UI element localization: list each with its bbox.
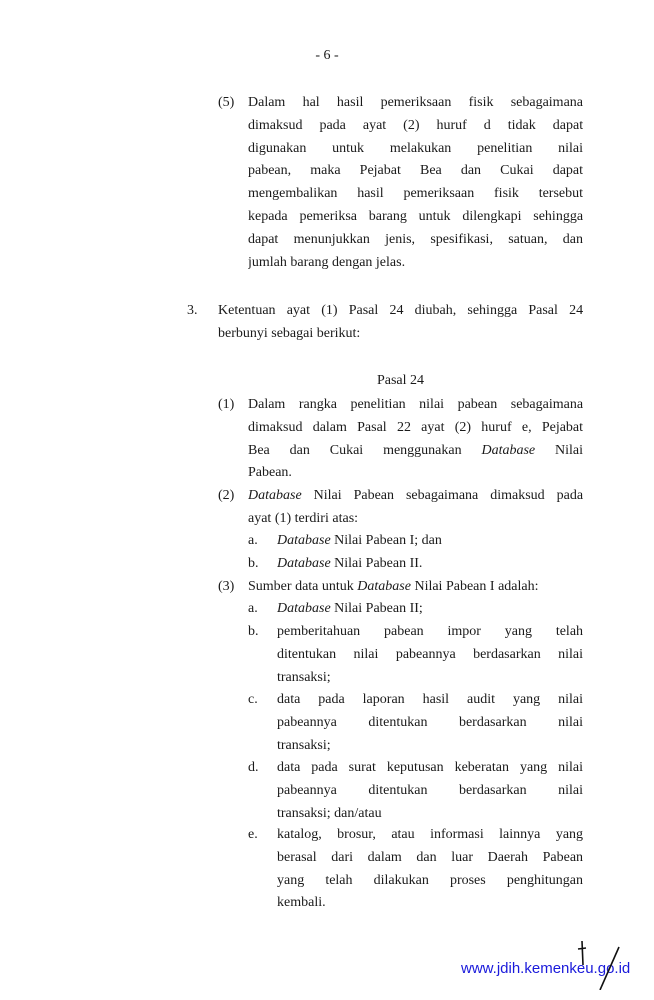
text-line: transaksi; (277, 669, 331, 685)
item-label: c. (248, 692, 258, 707)
text-line: transaksi; dan/atau (277, 805, 382, 821)
text-line: kembali. (277, 895, 326, 911)
item-label: (3) (218, 579, 235, 594)
page-number: - 6 - (315, 48, 339, 63)
text-line: Bea dan Cukai menggunakan Database Nilai (248, 442, 583, 458)
text-line: pemberitahuan pabean impor yang telah (277, 624, 583, 639)
text-line: berasal dari dalam dan luar Daerah Pabean (277, 849, 583, 865)
item-label: (2) (218, 488, 235, 503)
item-label: b. (248, 624, 259, 639)
text-line: ayat (1) terdiri atas: (248, 510, 359, 526)
text-line: jumlah barang dengan jelas. (248, 254, 406, 270)
text-line: yang telah dilakukan proses penghitungan (277, 872, 583, 888)
text-line: transaksi; (277, 737, 331, 753)
text-line: data pada laporan hasil audit yang nilai (277, 692, 583, 707)
text-line: kepada pemeriksa barang untuk dilengkapi sehingga (248, 209, 583, 224)
item-label: d. (248, 760, 259, 775)
text-line: Sumber data untuk Database Nilai Pabean I adalah: (248, 579, 539, 594)
text-line: ditentukan nilai pabeannya berdasarkan nilai (277, 646, 583, 662)
text-line: Database Nilai Pabean II; (277, 601, 423, 616)
item-label: b. (248, 556, 259, 571)
item-label: e. (248, 827, 258, 842)
item-label: 3. (187, 303, 198, 318)
text-line: mengembalikan hasil pemeriksaan fisik tersebut (248, 186, 583, 202)
text-line: dapat menunjukkan jenis, spesifikasi, satuan, dan (248, 231, 583, 247)
text-line: Database Nilai Pabean II. (277, 556, 423, 571)
text-line: pabeannya ditentukan berdasarkan nilai (277, 782, 583, 798)
item-label: (1) (218, 397, 235, 412)
text-line: katalog, brosur, atau informasi lainnya yang (277, 827, 583, 842)
text-line: Dalam rangka penelitian nilai pabean sebagaimana (248, 397, 583, 412)
text-line: Dalam hal hasil pemeriksaan fisik sebagaimana (248, 95, 583, 110)
text-line: dimaksud pada ayat (2) huruf d tidak dapat (248, 117, 583, 133)
paraf-signature-icon (575, 935, 625, 990)
text-line: Database Nilai Pabean I; dan (277, 533, 442, 548)
text-line: Ketentuan ayat (1) Pasal 24 diubah, sehingga Pasal 24 (218, 303, 583, 318)
article-title: Pasal 24 (376, 373, 425, 388)
item-label: (5) (218, 95, 235, 110)
text-line: Database Nilai Pabean sebagaimana dimaksud pada (248, 488, 583, 503)
text-line: pabean, maka Pejabat Bea dan Cukai dapat (248, 163, 583, 179)
text-line: Pabean. (248, 465, 292, 481)
item-label: a. (248, 533, 258, 548)
text-line: data pada surat keputusan keberatan yang nilai (277, 760, 583, 775)
item-label: a. (248, 601, 258, 616)
footer-url[interactable]: www.jdih.kemenkeu.go.id (461, 960, 631, 977)
text-line: berbunyi sebagai berikut: (218, 325, 361, 341)
text-line: dimaksud dalam Pasal 22 ayat (2) huruf e, Pejabat (248, 419, 583, 435)
text-line: pabeannya ditentukan berdasarkan nilai (277, 714, 583, 730)
text-line: digunakan untuk melakukan penelitian nilai (248, 140, 583, 156)
